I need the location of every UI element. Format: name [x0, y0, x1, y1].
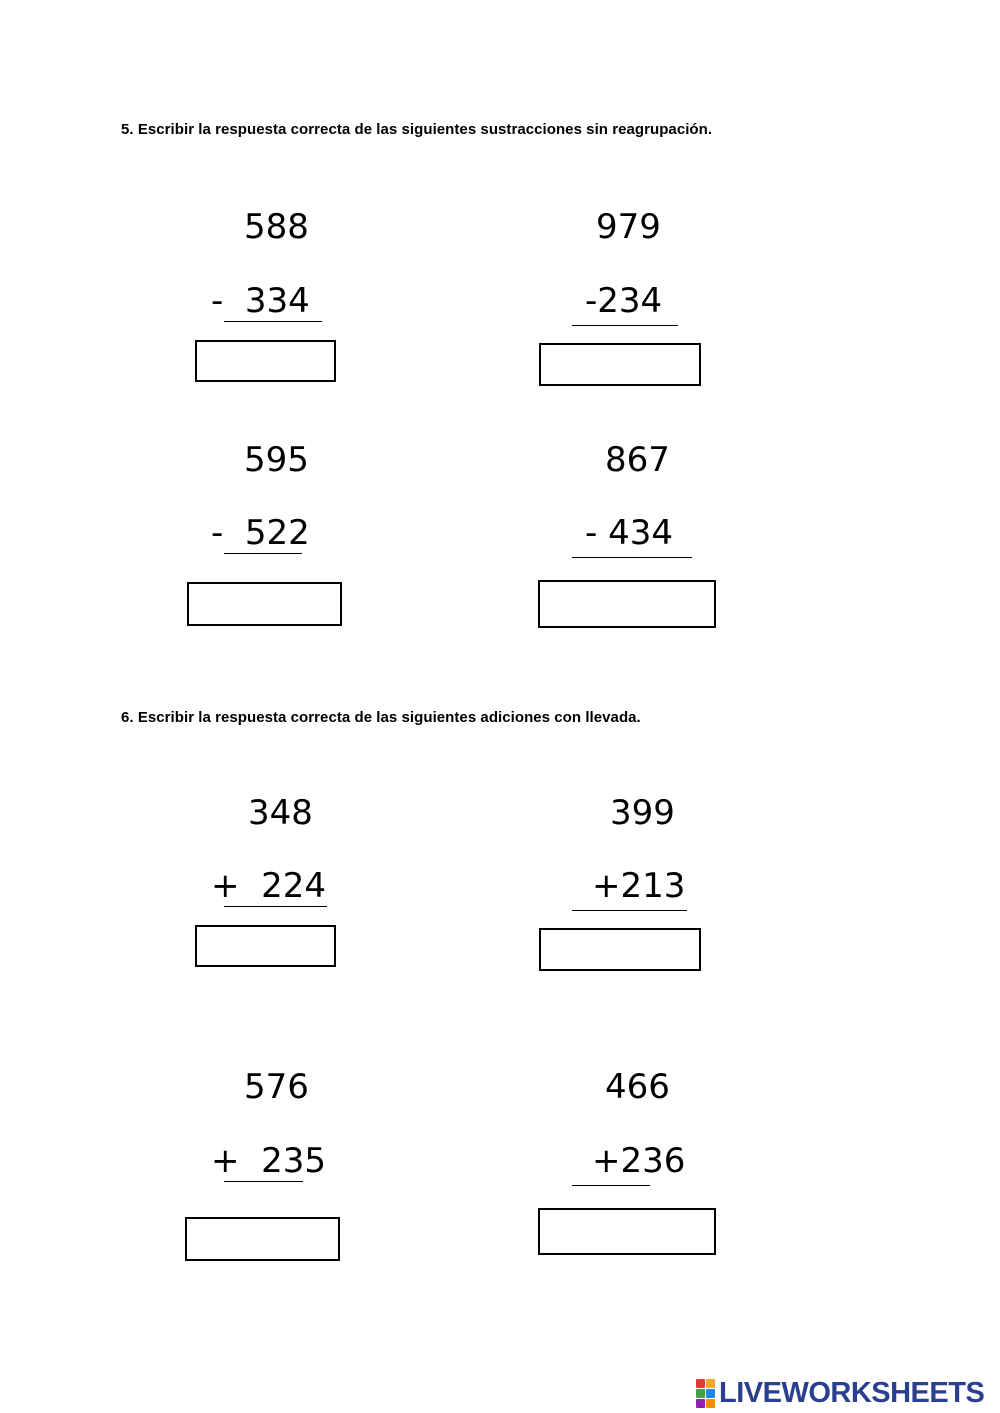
section5-instruction: 5. Escribir la respuesta correcta de las siguientes sustracciones sin reagrupación.: [121, 121, 713, 138]
problem-top-number: 867: [605, 440, 670, 480]
sum-line: [572, 910, 687, 911]
answer-input[interactable]: [538, 580, 716, 628]
answer-input[interactable]: [538, 1208, 716, 1255]
liveworksheets-logo-icon: [696, 1379, 715, 1408]
problem-bottom-number: - 522: [211, 513, 310, 553]
problem-top-number: 979: [596, 207, 661, 247]
problem-top-number: 466: [605, 1067, 670, 1107]
problem-bottom-number: +213: [592, 866, 686, 906]
problem-top-number: 588: [244, 207, 309, 247]
logo-text: LIVEWORKSHEETS: [719, 1376, 985, 1409]
problem-top-number: 348: [248, 793, 313, 833]
sum-line: [572, 325, 678, 326]
problem-bottom-number: -234: [585, 281, 663, 321]
sum-line: [224, 1181, 303, 1182]
answer-input[interactable]: [195, 925, 336, 967]
problem-bottom-number: - 434: [585, 513, 673, 553]
sum-line: [224, 553, 302, 554]
answer-input[interactable]: [539, 343, 701, 386]
sum-line: [224, 321, 322, 322]
sum-line: [572, 557, 692, 558]
sum-line: [572, 1185, 650, 1186]
answer-input[interactable]: [187, 582, 342, 626]
answer-input[interactable]: [195, 340, 336, 382]
problem-top-number: 576: [244, 1067, 309, 1107]
liveworksheets-logo: [696, 1376, 984, 1410]
problem-bottom-number: + 235: [211, 1141, 326, 1181]
problem-top-number: 399: [610, 793, 675, 833]
problem-top-number: 595: [244, 440, 309, 480]
problem-bottom-number: - 334: [211, 281, 310, 321]
answer-input[interactable]: [539, 928, 701, 971]
section6-instruction: 6. Escribir la respuesta correcta de las siguientes adiciones con llevada.: [121, 709, 641, 726]
sum-line: [224, 906, 327, 907]
problem-bottom-number: + 224: [211, 866, 326, 906]
answer-input[interactable]: [185, 1217, 340, 1261]
problem-bottom-number: +236: [592, 1141, 686, 1181]
